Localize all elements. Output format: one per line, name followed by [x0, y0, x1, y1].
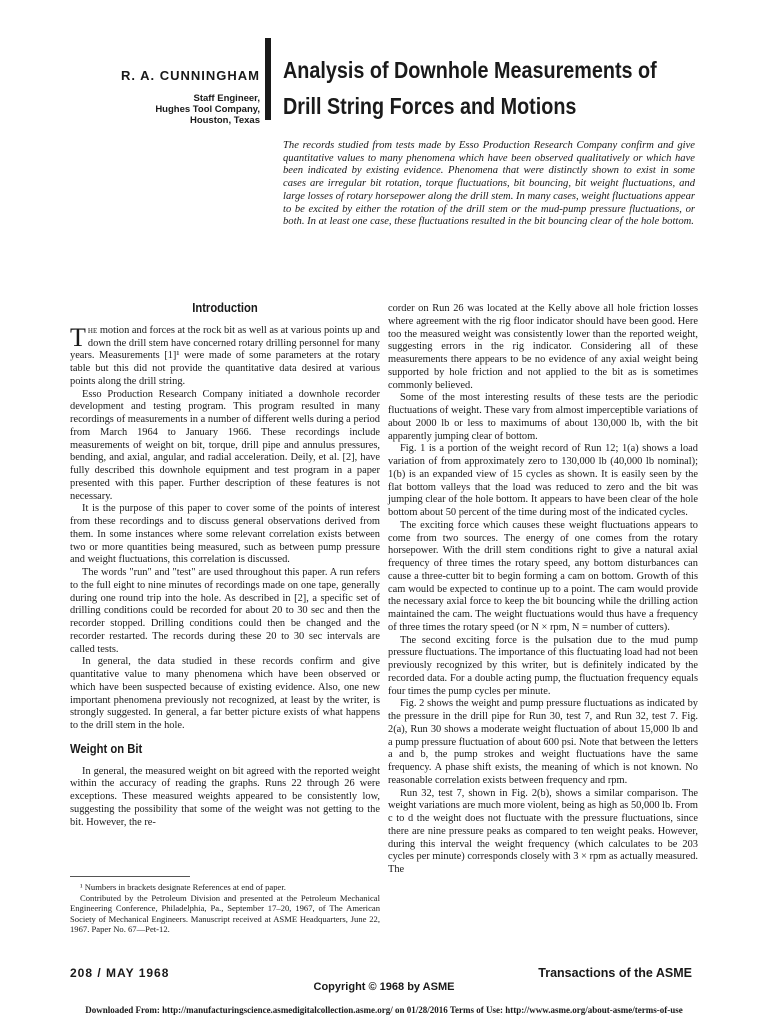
intro-paragraph-1-text: motion and forces at the rock bit as well as at various points up and down the drill stem have concerned rotary drilling personnel for many years. Measurements [1]¹ were made of some parameters at the rotary table but this did not provide the quantitative data desired at various points along the drill string. — [70, 324, 380, 387]
page-number-date: 208 / MAY 1968 — [70, 966, 170, 980]
copyright-notice: Copyright © 1968 by ASME — [313, 981, 455, 993]
right-paragraph-4: The exciting force which causes these weight fluctuations appears to come from two sources. The energy of one comes from the rotary horsepower. With the drill stem conditions right to give a natural axial frequency of three times the rotary speed, any bottom disturbances can cause a three-cutter bit to begin forming a cam on bottom. Growth of this cam would be expected to continue up to a point. The cam would provide the necessary axial force to keep the bit bouncing while the drilling action maintained the cam. The weight fluctuations would thus have a frequency of three times the rotary speed (or N × rpm, N = number of cutters). — [388, 519, 698, 633]
right-paragraph-5: The second exciting force is the pulsation due to the mud pump pressure fluctuations. The importance of this fluctuating load had not been previously recognized by this writer, but is definitely indicated by the recorded data. For a double acting pump, the fluctuation frequency equals four times the pump cycles per minute. — [388, 634, 698, 697]
right-column — [388, 303, 698, 877]
section-heading-weight-on-bit: Weight on Bit — [70, 741, 143, 756]
footnote-1: ¹ Numbers in brackets designate References at end of paper. — [80, 882, 286, 892]
abstract: The records studied from tests made by Esso Production Research Company confirm and give quantitative values to many phenomena which have been observed qualitatively or which have been indicated by existing evidence. Phenomena that were distinctly shown to exist in some cases are irregular bit rotation, torque fluctuations, bit bouncing, bit weight fluctuations, and large losses of rotary horsepower along the drill stem. In many cases, weight fluctuations appear to be excited by either the rotation of the drill stem or the mud-pump pressure fluctuations, or both. In at least one case, these fluctuations resulted in the bit bouncing clear of the hole bottom. — [283, 140, 695, 228]
left-column — [70, 300, 380, 829]
journal-name: Transactions of the ASME — [538, 966, 692, 980]
author-location: Houston, Texas — [189, 115, 260, 126]
intro-paragraph-1 — [70, 322, 380, 389]
footnotes — [70, 882, 380, 935]
author-title: Staff Engineer, — [193, 93, 260, 104]
author-company: Hughes Tool Company, — [155, 104, 260, 115]
title-line-2: Drill String Forces and Motions — [283, 93, 577, 119]
download-notice: Downloaded From: http://manufacturingscience.asmedigitalcollection.asme.org/ on 01/28/2016 Terms of Use: http://www.asme.org/about-asme/terms-of-use — [85, 1005, 683, 1015]
right-paragraph-7: Run 32, test 7, shown in Fig. 2(b), shows a similar comparison. The weight variations are much more violent, being as high as 50,000 lb. From c to d the weight does not fluctuate with the pressure fluctuations, since there are nine pressure peaks as compared to ten weight peaks. However, during this interval the weight frequency (which calculates to be 203 cycles per minute) corresponds closely with 3 × rpm as actually measured. The — [388, 787, 698, 875]
author-name: R. A. CUNNINGHAM — [120, 68, 260, 83]
intro-paragraph-2: Esso Production Research Company initiated a downhole recorder development and testing program. This program resulted in many recordings of measurements in a number of different wells during a period from March 1964 to January 1966. These recordings include measurements of weight on bit, torque, drill pipe and annulus pressures, bending, and axial, angular, and radial acceleration. Deily, et al. [2], have fully described this downhole equipment and test program in a paper presented with this paper. Further description of these features is not necessary. — [70, 388, 380, 502]
section-heading-introduction: Introduction — [192, 301, 258, 315]
intro-paragraph-3: It is the purpose of this paper to cover some of the points of interest from these recordings and to discuss general observations derived from them. In some instances where some relevant correlation exists between two or more quantities being measured, such as between pump pressure and weight fluctuations, this correlation is discussed. — [70, 503, 380, 566]
paper-title — [283, 52, 661, 124]
intro-paragraph-4: The words "run" and "test" are used throughout this paper. A run refers to the full eight to nine minutes of recordings made on one tape, generally during one round trip into the hole. As described in [2], a specific set of drilling conditions could be recorded for about 20 to 30 sec and then the recorder stopped. Drilling conditions could then be changed and the recorder restarted. The records during these 20 to 30 sec intervals are called tests. — [70, 567, 380, 655]
wob-paragraph-1: In general, the measured weight on bit agreed with the reported weight within the accuracy of reading the graphs. Runs 22 through 26 were exceptions. These measured weights appeared to be consistently low, suggesting the possibility that some of the weight was not getting to the bit. However, the re- — [70, 765, 380, 828]
right-paragraph-2: Some of the most interesting results of these tests are the periodic fluctuations of weight. These vary from almost imperceptible variations of about 2000 lb or less to maximums of about 130,000 lb, with the bit apparently jumping clear of bottom. — [388, 392, 698, 442]
author-block — [60, 68, 260, 126]
footnote-2: Contributed by the Petroleum Division and presented at the Petroleum Mechanical Engineering Conference, Philadelphia, Pa., September 17–20, 1967, of The American Society of Mechanical Engineers. Manuscript received at ASME Headquarters, June 22, 1967. Paper No. 67—Pet-12. — [70, 892, 380, 934]
title-rule — [265, 38, 271, 120]
intro-paragraph-5: In general, the data studied in these records confirm and give quantitative value to many phenomena which have been observed or which have been suspected because of existing evidence. Also, one new important phenomena previously not recognized, at least by the writer, is strongly suggested. In general, a far better picture exists of what happens to the drill stem in the hole. — [70, 656, 380, 731]
intro-smallcaps: he — [87, 324, 98, 336]
title-line-1: Analysis of Downhole Measurements of — [283, 57, 657, 83]
right-paragraph-6: Fig. 2 shows the weight and pump pressure fluctuations as indicated by the pressure in the drill pipe for Run 30, test 7, and Run 32, test 7. Fig. 2(a), Run 30 shows a moderate weight fluctuation of about 15,000 lb and a pump pressure fluctuation of about 600 psi. Note that between the letters a and b, the pump strokes and weight fluctuations have the same frequency. A phase shift exists, the meaning of which is not known. No reasonable correlation exists between frequency and rpm. — [388, 698, 698, 786]
drop-cap: T — [70, 322, 86, 352]
right-paragraph-1: corder on Run 26 was located at the Kelly above all hole friction losses where agreement with the rig floor indicator should have been good. Here too the measured weight was consistently lower than the reported weight, suggesting errors in the rig indicator. Considering all of these measurements there appears to be no evidence of any axial weight being supported by hole friction and not applied to the bit as is sometimes commonly believed. — [388, 303, 698, 391]
footnote-rule — [70, 876, 190, 877]
right-paragraph-3: Fig. 1 is a portion of the weight record of Run 12; 1(a) shows a load variation of from approximately zero to 130,000 lb (40,000 lb nominal); 1(b) is an expanded view of 15 cycles as shown. It is easily seen by the flat bottom valleys that the load was reduced to zero and the bit was jumping clear of the hole bottom. It appears to have been clear of the hole bottom about 50 percent of the time during most of the indicated cycles. — [388, 443, 698, 518]
